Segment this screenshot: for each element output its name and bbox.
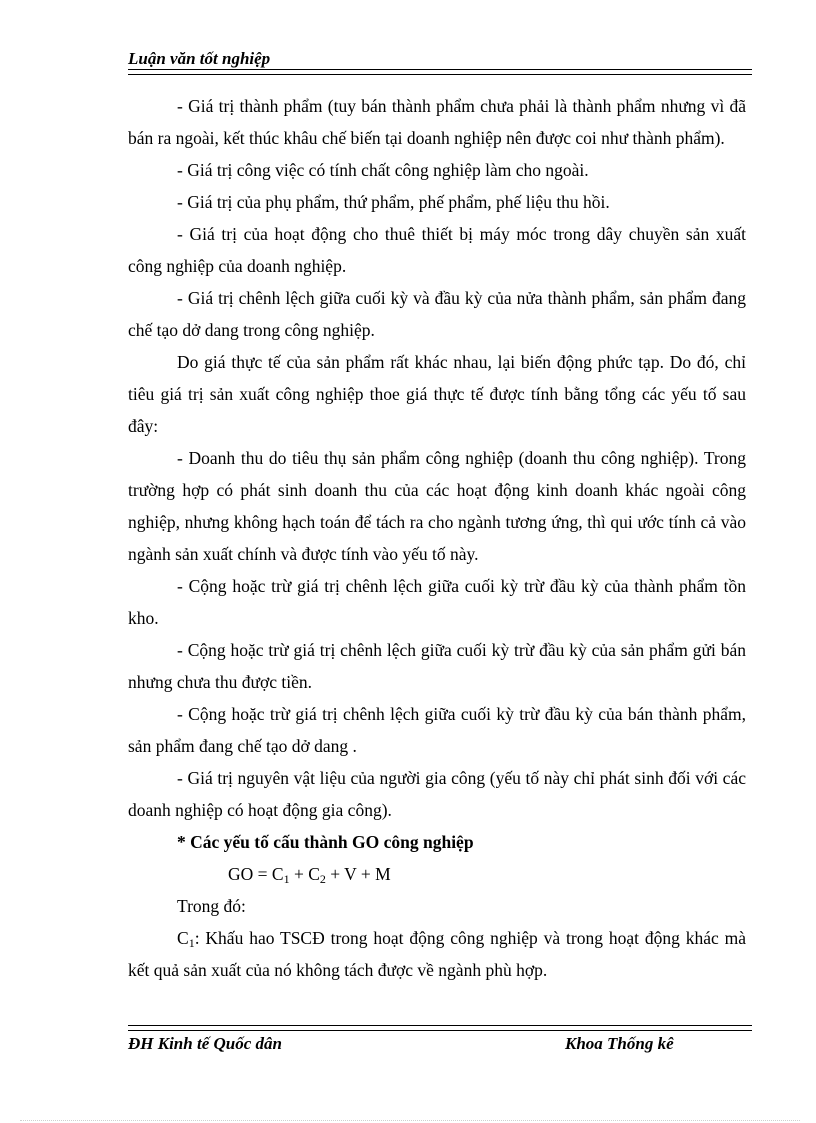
- paragraph-where: Trong đó:: [177, 896, 246, 916]
- paragraph-processing-materials: - Giá trị nguyên vật liệu của người gia công (yếu tố này chỉ phát sinh đối với các doanh nghiệp có hoạt động gia công).: [128, 768, 746, 820]
- paragraph-actual-price: Do giá thực tế của sản phẩm rất khác nhau, lại biến động phức tạp. Do đó, chỉ tiêu giá trị sản xuất công nghiệp thoe giá thực tế được tính bằng tổng các yếu tố sau đây:: [128, 352, 746, 436]
- section-heading: * Các yếu tố cấu thành GO công nghiệp: [177, 832, 474, 852]
- footer-faculty: Khoa Thống kê: [565, 1034, 674, 1053]
- footer-rule: [128, 1025, 752, 1031]
- paragraph-finished-products: - Giá trị thành phẩm (tuy bán thành phẩm chưa phải là thành phẩm nhưng vì đã bán ra ngoài, kết thúc khâu chế biến tại doanh nghiệp nên được coi như thành phẩm).: [128, 96, 746, 148]
- paragraph-consigned-diff: - Cộng hoặc trừ giá trị chênh lệch giữa cuối kỳ trừ đầu kỳ của sản phẩm gửi bán nhưng chưa thu được tiền.: [128, 640, 746, 692]
- paragraph-industrial-work: - Giá trị công việc có tính chất công nghiệp làm cho ngoài.: [177, 160, 589, 180]
- page-header-title: Luận văn tốt nghiệp: [128, 49, 271, 68]
- paragraph-c1-definition: $C_1$: Khấu hao TSCĐ trong hoạt động công nghiệp và trong hoạt động khác mà kết quả sản xuất của nó không tách được về ngành phù hợp.: [128, 928, 746, 980]
- page-bottom-edge: [20, 1120, 800, 1121]
- header-rule: [128, 69, 752, 75]
- paragraph-by-products: - Giá trị của phụ phẩm, thứ phẩm, phế phẩm, phế liệu thu hồi.: [177, 192, 610, 212]
- paragraph-semi-finished-diff: - Giá trị chênh lệch giữa cuối kỳ và đầu kỳ của nửa thành phẩm, sản phẩm đang chế tạo dở dang trong công nghiệp.: [128, 288, 746, 340]
- paragraph-wip-diff: - Cộng hoặc trừ giá trị chênh lệch giữa cuối kỳ trừ đầu kỳ của bán thành phẩm, sản phẩm đang chế tạo dở dang .: [128, 704, 746, 756]
- paragraph-equipment-rental: - Giá trị của hoạt động cho thuê thiết bị máy móc trong dây chuyền sản xuất công nghiệp của doanh nghiệp.: [128, 224, 746, 276]
- paragraph-inventory-diff: - Cộng hoặc trừ giá trị chênh lệch giữa cuối kỳ trừ đầu kỳ của thành phẩm tồn kho.: [128, 576, 746, 628]
- paragraph-revenue: - Doanh thu do tiêu thụ sản phẩm công nghiệp (doanh thu công nghiệp). Trong trường hợp có phát sinh doanh thu của các hoạt động kinh doanh khác ngoài công nghiệp, nhưng không hạch toán để tách ra cho ngành tương ứng, thì qui ước tính cả vào ngành sản xuất chính và được tính vào yếu tố này.: [128, 448, 746, 564]
- page-body: [128, 90, 746, 986]
- footer-university: ĐH Kinh tế Quốc dân: [128, 1034, 282, 1053]
- go-formula: GO = $C_1 + C_2 + V + M$: [228, 864, 391, 886]
